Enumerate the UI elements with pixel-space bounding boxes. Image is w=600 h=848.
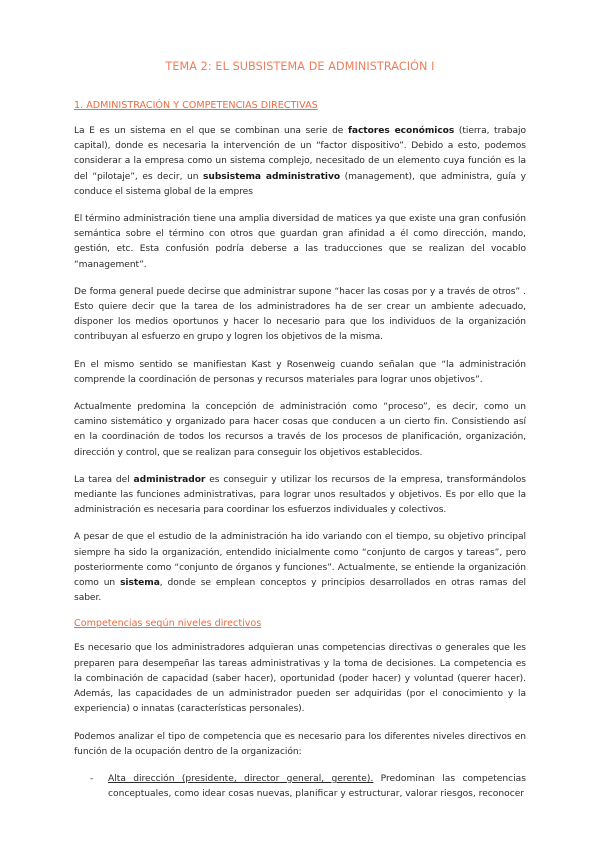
list-item <box>74 772 526 802</box>
list-dash: - <box>90 773 94 784</box>
levels-list <box>74 772 526 802</box>
paragraph-7: A pesar de que el estudio de la administración ha ido variando con el tiempo, su objetivo principal siempre ha sido la organización, entendido inicialmente como “conjunto de cargos y tareas”, pero posteriormente como “conjunto de órganos y funciones”. Actualmente, se entiende la organización como un sistema, donde se emplean conceptos y principios desarrollados en otras ramas del saber. <box>74 532 526 604</box>
paragraph-9: Podemos analizar el tipo de competencia que es necesario para los diferentes niveles directivos en función de la ocupación dentro de la organización: <box>74 731 526 757</box>
section-heading-administracion: 1. ADMINISTRACIÓN Y COMPETENCIAS DIRECTIVAS <box>74 100 318 111</box>
paragraph-4: En el mismo sentido se manifiestan Kast y Rosenweig cuando señalan que “la administración comprende la coordinación de personas y recursos materiales para lograr unos objetivos”. <box>74 359 526 385</box>
paragraph-6: La tarea del administrador es conseguir y utilizar los recursos de la empresa, transformándolos mediante las funciones administrativas, para lograr unos resultados y objetivos. Es por ello que la administración es necesaria para coordinar los esfuerzos individuales y colectivos. <box>74 474 526 516</box>
page-title: TEMA 2: EL SUBSISTEMA DE ADMINISTRACIÓN I <box>165 60 435 73</box>
paragraph-5: Actualmente predomina la concepción de administración como “proceso”, es decir, como un camino sistemático y organizado para hacer cosas que conducen a un cierto fin. Consistiendo así en la coordinación de todos los recursos a través de los procesos de planificación, organización, dirección y control, que se realizan para conseguir los objetivos establecidos. <box>74 402 526 458</box>
paragraph-8: Es necesario que los administradores adquieran unas competencias directivas o generales que les preparen para desempeñar las tareas administrativas y la toma de decisiones. La competencia es la combinación de capacidad (saber hacer), oportunidad (poder hacer) y voluntad (querer hacer). Además, las capacidades de un administrador pueden ser adquiridas (por el conocimiento y la experiencia) o innatas (características personales). <box>74 643 526 715</box>
list-item-term: Alta dirección (presidente, director general, gerente). <box>108 773 374 784</box>
paragraph-1: La E es un sistema en el que se combinan una serie de factores económicos (tierra, trabajo capital), donde es necesaria la intervención de un “factor dispositivo”. Debido a esto, podemos considerar a la empresa como un sistema complejo, necesitado de un elemento cuya función es la del “pilotaje”, es decir, un subsistema administrativo (management), que administra, guía y conduce el sistema global de la empres <box>74 126 527 197</box>
paragraph-3: De forma general puede decirse que administrar supone “hacer las cosas por y a través de otros” . Esto quiere decir que la tarea de los administradores ha de ser crear un ambiente adecuado, disponer los medios oportunos y hacer lo necesario para que los individuos de la organización contribuyan al esfuerzo en grupo y logren los objetivos de la misma. <box>74 286 526 343</box>
paragraph-2: El término administración tiene una amplia diversidad de matices ya que existe una gran confusión semántica sobre el término con otros que guardan gran afinidad a él como dirección, mando, gestión, etc. Esta confusión podría deberse a las traducciones que se realizan del vocablo “management”. <box>74 214 526 270</box>
subsection-heading-competencias: Competencias según niveles directivos <box>74 618 262 630</box>
list-item-text: Predominan las competencias conceptuales, como idear cosas nuevas, planificar y estructurar, valorar riesgos, reconocer <box>108 773 526 800</box>
